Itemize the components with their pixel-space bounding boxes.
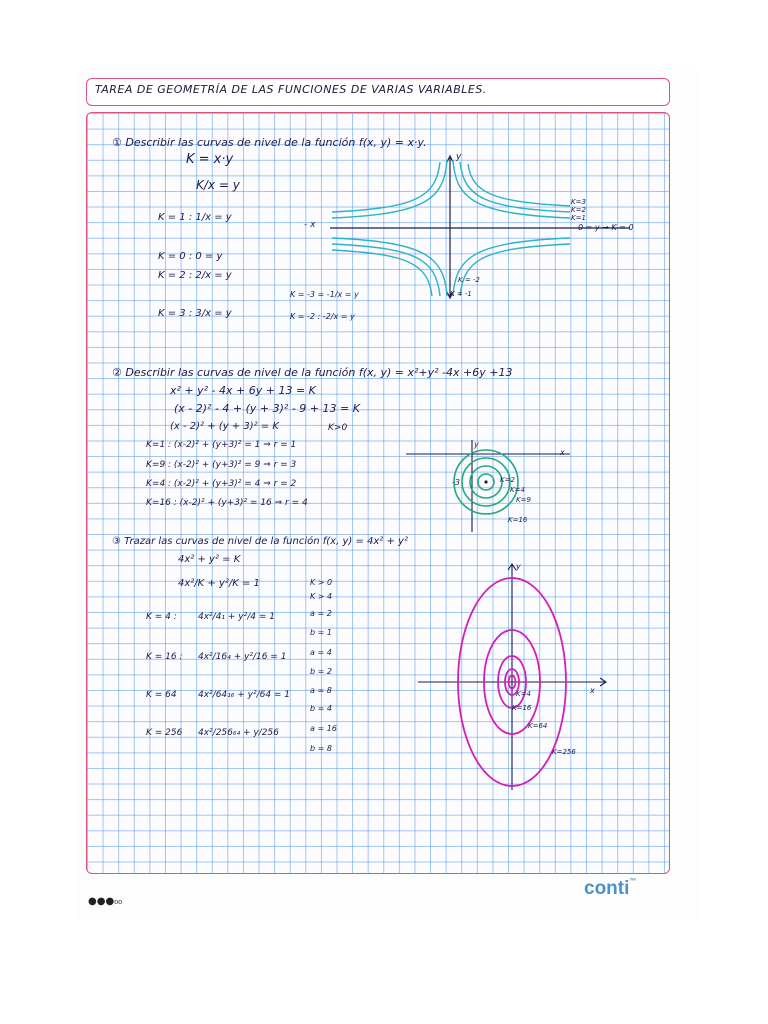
ex3-x-label: x xyxy=(590,686,595,695)
ex3-y-label: y xyxy=(516,562,521,571)
ex1-line-1: K/x = y xyxy=(196,178,240,192)
ex1-label-k3: K=3 xyxy=(571,198,586,206)
ex1-y-label: y xyxy=(456,152,462,162)
ex3-condition-1: K > 4 xyxy=(310,592,333,601)
ex2-y-label: y xyxy=(474,440,479,449)
ex2-label-k4: K=4 xyxy=(510,486,525,494)
ex3-case-1-eq: 4x²/16₄ + y²/16 = 1 xyxy=(198,652,287,662)
ex3-statement: ③ Trazar las curvas de nivel de la función f(x, y) = 4x² + y² xyxy=(112,536,408,547)
ex3-line-0: 4x² + y² = K xyxy=(178,554,241,565)
ex3-case-1-k: K = 16 : xyxy=(146,652,183,662)
ex2-x-label: x xyxy=(560,448,565,457)
ex1-hyperbola-neg2-q2 xyxy=(332,162,440,212)
ex2-statement: ② Describir las curvas de nivel de la función f(x, y) = x²+y² -4x +6y +13 xyxy=(112,366,513,379)
ex2-case-2: K=4 : (x-2)² + (y+3)² = 4 ⇒ r = 2 xyxy=(146,479,297,489)
ex1-hyperbola-k3-q3 xyxy=(332,250,432,296)
ex3-case-1-a: a = 4 xyxy=(310,648,332,657)
ex1-label-k0: 0 = y → K = 0 xyxy=(578,223,634,232)
ex1-hyperbola-k3-q1 xyxy=(468,164,570,206)
ex3-case-3-eq: 4x²/256₆₄ + y/256 xyxy=(198,728,279,738)
ex3-case-3-k: K = 256 xyxy=(146,728,183,738)
ex2-label-k9: K=9 xyxy=(516,496,531,504)
ex1-neg-line-1: K = -2 : -2/x = y xyxy=(290,312,355,321)
ex2-label-k2: K=2 xyxy=(500,476,515,484)
ex3-case-0-a: a = 2 xyxy=(310,609,332,618)
ex2-graph xyxy=(400,438,580,538)
ex3-case-3-b: b = 8 xyxy=(310,744,332,753)
ex1-hyperbola-neg2-q4 xyxy=(460,244,570,296)
ex3-condition-0: K > 0 xyxy=(310,578,333,587)
ex3-case-3-a: a = 16 xyxy=(310,724,337,733)
ex3-case-2-k: K = 64 xyxy=(146,690,177,700)
ex3-graph xyxy=(416,562,612,794)
ex3-line-1: 4x²/K + y²/K = 1 xyxy=(178,578,260,589)
ex1-line-2: K = 1 : 1/x = y xyxy=(158,212,232,223)
ex3-case-1-b: b = 2 xyxy=(310,667,332,676)
ex1-neg-line-0: K = -3 = -1/x = y xyxy=(290,290,359,299)
ex1-label-km2: K = -2 xyxy=(458,276,480,284)
ex2-center-point xyxy=(484,480,487,483)
ex2-condition: K>0 xyxy=(328,423,348,433)
title-box xyxy=(86,78,670,106)
ex2-case-0: K=1 : (x-2)² + (y+3)² = 1 ⇒ r = 1 xyxy=(146,440,297,450)
ex1-line-3: K = 0 : 0 = y xyxy=(158,251,223,262)
page-dots: ●●●₀₀ xyxy=(88,896,123,907)
ex2-line-1: (x - 2)² - 4 + (y + 3)² - 9 + 13 = K xyxy=(174,402,360,415)
ex1-neg-x-label: - x xyxy=(304,220,316,230)
ex2-case-1: K=9 : (x-2)² + (y+3)² = 9 ⇒ r = 3 xyxy=(146,460,297,470)
ex3-label-k64: K=64 xyxy=(528,722,548,730)
ex2-line-0: x² + y² - 4x + 6y + 13 = K xyxy=(170,384,316,397)
ex3-case-0-b: b = 1 xyxy=(310,628,332,637)
ex1-line-0: K = x·y xyxy=(186,152,234,167)
ex1-hyperbola-k2-q3 xyxy=(332,244,440,296)
ex3-label-k4: K=4 xyxy=(516,690,531,698)
brand-logo xyxy=(584,878,636,900)
ex2-case-3: K=16 : (x-2)² + (y+3)² = 16 ⇒ r = 4 xyxy=(146,498,308,508)
ex1-label-k1: K=1 xyxy=(571,214,586,222)
ex1-label-k2: K=2 xyxy=(571,206,586,214)
ex3-case-2-eq: 4x²/64₁₆ + y²/64 = 1 xyxy=(198,690,291,700)
ex2-line-2: (x - 2)² + (y + 3)² = K xyxy=(170,421,279,432)
page-title: TAREA DE GEOMETRÍA DE LAS FUNCIONES DE VARIAS VARIABLES. xyxy=(95,83,487,96)
ex3-case-0-k: K = 4 : xyxy=(146,612,177,622)
ex1-label-km1: K = -1 xyxy=(450,290,472,298)
ex3-label-k256: K=256 xyxy=(552,748,576,756)
ex3-case-2-a: a = 8 xyxy=(310,686,332,695)
brand-name: conti xyxy=(584,878,630,899)
ex3-case-2-b: b = 4 xyxy=(310,704,332,713)
ex2-label-k16: K=16 xyxy=(508,516,528,524)
ex1-line-4: K = 2 : 2/x = y xyxy=(158,270,232,281)
brand-trademark: ™ xyxy=(629,878,637,885)
ex2-center-label: -3 xyxy=(452,478,460,487)
ex3-label-k16: K=16 xyxy=(512,704,532,712)
ex3-case-0-eq: 4x²/4₁ + y²/4 = 1 xyxy=(198,612,275,622)
ex1-line-5: K = 3 : 3/x = y xyxy=(158,308,232,319)
ex1-statement: ① Describir las curvas de nivel de la función f(x, y) = x·y. xyxy=(112,136,427,149)
